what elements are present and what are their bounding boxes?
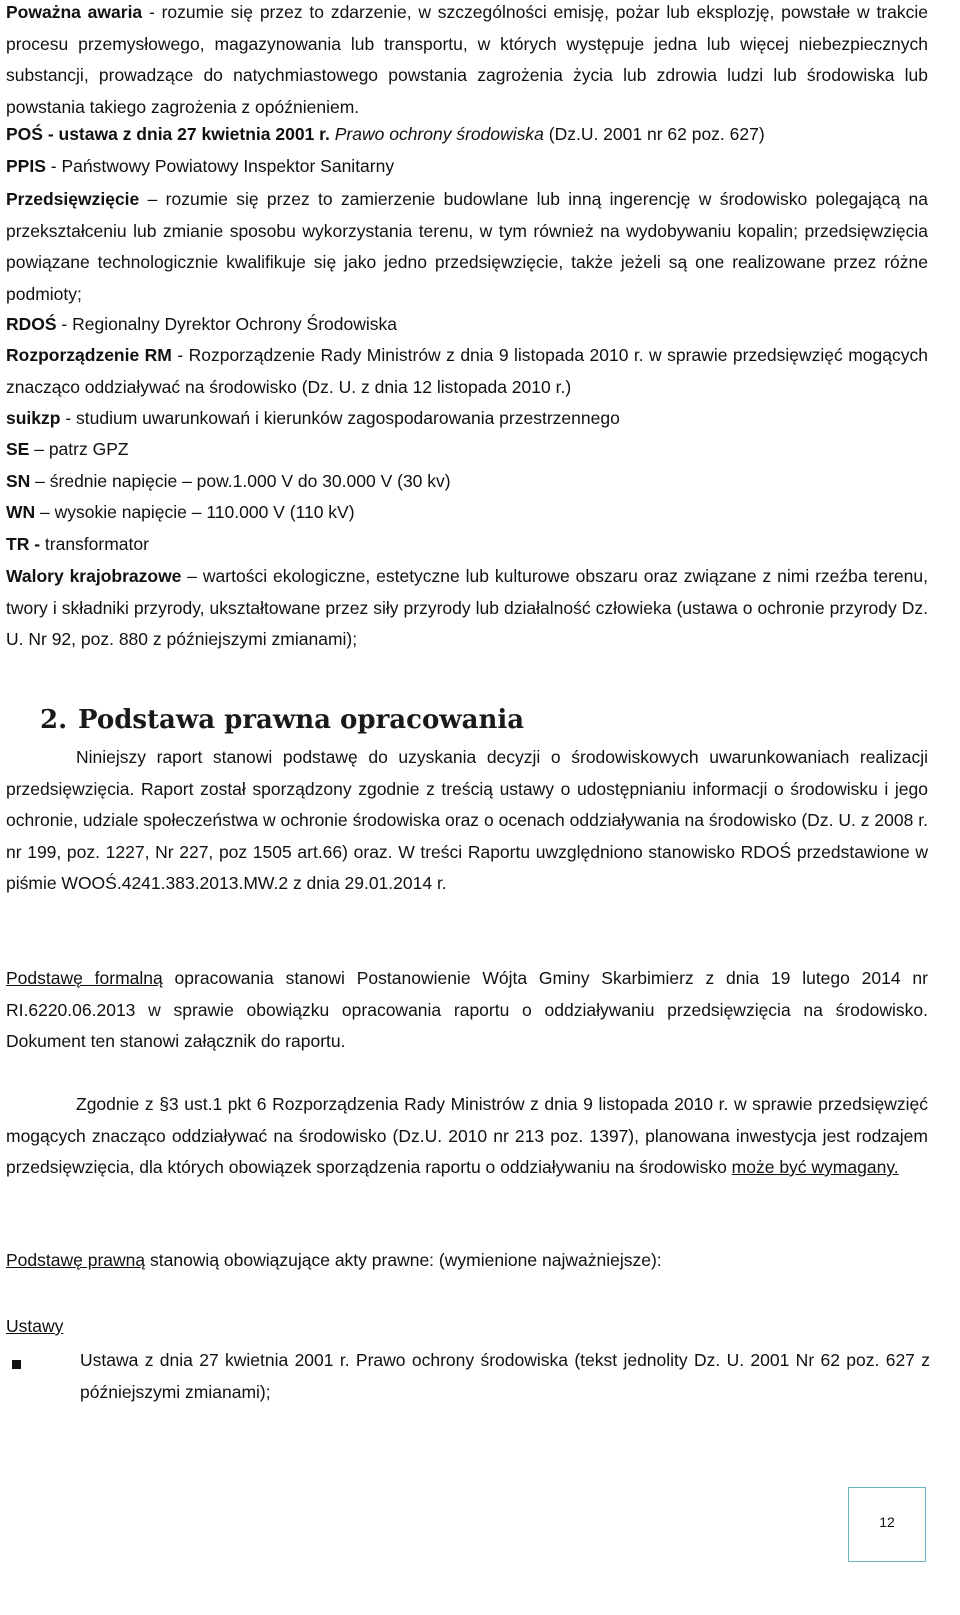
section-title: Podstawa prawna opracowania	[78, 705, 525, 735]
paragraph-regulation: Zgodnie z §3 ust.1 pkt 6 Rozporządzenia Rady Ministrów z dnia 9 listopada 2010 r. w sprawie przedsięwzięć mogących znacząco oddziaływać na środowisko (Dz.U. 2010 nr 213 poz. 1397), planowana inwestycja jest rodzajem przedsięwzięcia, dla których obowiązek sporządzenia raportu o oddziaływaniu na środowisko może być wymagany.	[6, 1094, 928, 1177]
definition-powazna-awaria: Poważna awaria - rozumie się przez to zdarzenie, w szczególności emisję, pożar lub eksplozję, powstałe w trakcie procesu przemysłowego, magazynowania lub transportu, w których występuje jedna lub więcej niebezpiecznych substancji, prowadzące do natychmiastowego powstania zagrożenia życia lub zdrowia ludzi lub środowiska lub powstania takiego zagrożenia z opóźnieniem.	[6, 2, 928, 117]
definition-suikzp: suikzp - studium uwarunkowań i kierunków zagospodarowania przestrzennego	[6, 408, 620, 428]
term: suikzp	[6, 408, 61, 428]
paragraph-formal-basis: Podstawę formalną opracowania stanowi Postanowienie Wójta Gminy Skarbimierz z dnia 19 lutego 2014 nr RI.6220.06.2013 w sprawie obowiązku opracowania raportu o oddziaływaniu przedsięwzięcia na środowisko. Dokument ten stanowi załącznik do raportu.	[6, 968, 928, 1051]
term: Walory krajobrazowe	[6, 566, 182, 586]
definition-wn: WN – wysokie napięcie – 110.000 V (110 kV)	[6, 502, 355, 522]
definition-przedsiewziecie: Przedsięwzięcie – rozumie się przez to zamierzenie budowlane lub inną ingerencję w środowisko polegającą na przekształceniu lub zmianie sposobu wykorzystania terenu, w tym również na wydobywaniu kopalin; przedsięwzięcia powiązane technologicznie kwalifikuje się jako jedno przedsięwzięcie, także jeżeli są one realizowane przez różne podmioty;	[6, 189, 928, 304]
definition-tr: TR - transformator	[6, 534, 149, 554]
legal-basis-label: Podstawę prawną	[6, 1250, 146, 1270]
list-item-text: Ustawa z dnia 27 kwietnia 2001 r. Prawo ochrony środowiska (tekst jednolity Dz. U. 2001 Nr 62 poz. 627 z późniejszymi zmianami);	[80, 1350, 930, 1402]
definition-rozporzadzenie-rm: Rozporządzenie RM - Rozporządzenie Rady Ministrów z dnia 9 listopada 2010 r. w sprawie przedsięwzięć mogących znacząco oddziaływać na środowisko (Dz. U. z dnia 12 listopada 2010 r.)	[6, 345, 928, 397]
page-number: 12	[879, 1514, 895, 1530]
square-bullet-icon	[12, 1360, 21, 1369]
term: WN	[6, 502, 36, 522]
definition-walory-krajobrazowe: Walory krajobrazowe – wartości ekologiczne, estetyczne lub kulturowe obszaru oraz związane z nimi rzeźba terenu, twory i składniki przyrody, ukształtowane przez siły przyrody lub działalność człowieka (ustawa o ochronie przyrody Dz. U. Nr 92, poz. 880 z późniejszymi zmianami);	[6, 566, 928, 649]
term: TR -	[6, 534, 41, 554]
term: SE	[6, 439, 30, 459]
underlined-phrase: może być wymagany.	[731, 1157, 899, 1177]
term: Poważna awaria	[6, 2, 143, 22]
ustawy-heading: Ustawy	[6, 1316, 64, 1336]
definition-rdos: RDOŚ - Regionalny Dyrektor Ochrony Środowiska	[6, 314, 397, 334]
formal-basis-label: Podstawę formalną	[6, 968, 163, 988]
term: PPIS	[6, 156, 46, 176]
paragraph-legal-basis: Podstawę prawną stanowią obowiązujące akty prawne: (wymienione najważniejsze):	[6, 1250, 662, 1270]
definition-ppis: PPIS - Państwowy Powiatowy Inspektor Sanitarny	[6, 156, 395, 176]
act-title: Prawo ochrony środowiska	[329, 124, 544, 144]
term: SN	[6, 471, 31, 491]
section-number: 2.	[40, 705, 68, 735]
section-heading	[40, 700, 524, 740]
definition-pos: POŚ - ustawa z dnia 27 kwietnia 2001 r. Prawo ochrony środowiska (Dz.U. 2001 nr 62 poz. 627)	[6, 124, 765, 144]
page-number-box	[848, 1487, 926, 1562]
term: Rozporządzenie RM	[6, 345, 172, 365]
term: Przedsięwzięcie	[6, 189, 140, 209]
term: POŚ - ustawa z dnia 27 kwietnia 2001 r.	[6, 124, 330, 144]
term: RDOŚ	[6, 314, 57, 334]
definition-se: SE – patrz GPZ	[6, 439, 129, 459]
definition-sn: SN – średnie napięcie – pow.1.000 V do 30.000 V (30 kv)	[6, 471, 451, 491]
paragraph-intro: Niniejszy raport stanowi podstawę do uzyskania decyzji o środowiskowych uwarunkowaniach realizacji przedsięwzięcia. Raport został sporządzony zgodnie z treścią ustawy o udostępnianiu informacji o środowisku i jego ochronie, udziale społeczeństwa w ochronie środowiska oraz o ocenach oddziaływania na środowisko (Dz. U. z 2008 r. nr 199, poz. 1227, Nr 227, poz 1505 art.66) oraz. W treści Raportu uwzględniono stanowisko RDOŚ przedstawione w piśmie WOOŚ.4241.383.2013.MW.2 z dnia 29.01.2014 r.	[6, 747, 928, 893]
